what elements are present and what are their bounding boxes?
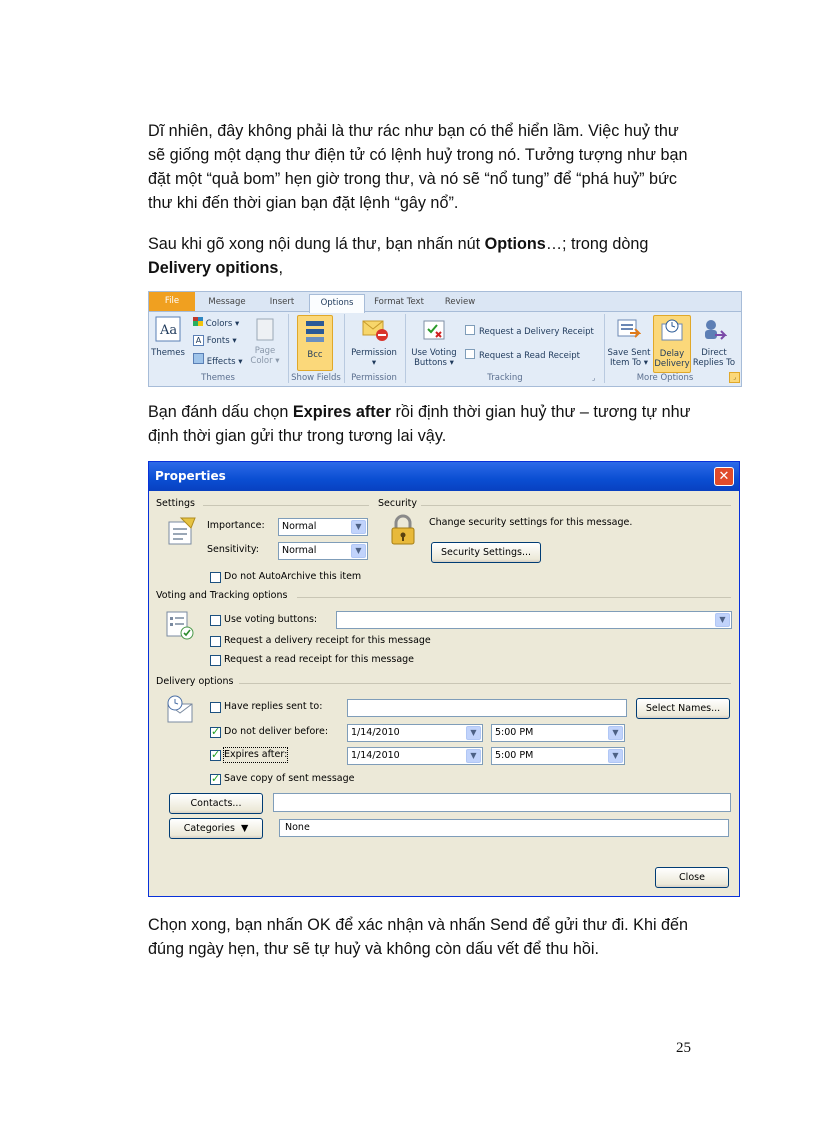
- direct-replies-button[interactable]: [689, 348, 739, 368]
- importance-label: Importance:: [207, 520, 265, 531]
- expires-after-label[interactable]: Expires after:: [224, 749, 288, 760]
- chevron-down-icon[interactable]: ▼: [715, 613, 730, 627]
- voting-tracking-header: Voting and Tracking options: [156, 590, 288, 601]
- delivery-receipt-label[interactable]: Request a delivery receipt for this message: [224, 635, 431, 646]
- importance-select[interactable]: [278, 518, 368, 536]
- importance-value: Normal: [282, 521, 317, 532]
- group-label-tracking: Tracking: [487, 373, 523, 383]
- categories-value: None: [285, 822, 310, 833]
- bold-options: Options: [484, 235, 546, 253]
- bcc-button[interactable]: [297, 315, 333, 371]
- permission-button[interactable]: Permission ▾: [351, 348, 397, 368]
- have-replies-label[interactable]: Have replies sent to:: [224, 701, 323, 712]
- divider: [421, 505, 731, 506]
- group-label-themes: Themes: [201, 373, 235, 383]
- group-label-show-fields: Show Fields: [291, 373, 341, 383]
- have-replies-checkbox[interactable]: [210, 702, 221, 713]
- sensitivity-value: Normal: [282, 545, 317, 556]
- chevron-down-icon[interactable]: ▼: [466, 726, 481, 740]
- close-button[interactable]: Close: [655, 867, 729, 888]
- group-label-more-options: More Options: [636, 373, 694, 383]
- permission-label: Permission: [351, 348, 397, 358]
- request-read-receipt-label: Request a Read Receipt: [479, 351, 580, 361]
- read-receipt-checkbox[interactable]: [465, 349, 475, 359]
- properties-dialog: [148, 461, 740, 897]
- fonts-icon: A: [193, 335, 204, 346]
- settings-document-icon: [167, 516, 197, 546]
- bold-delivery-options: Delivery opitions: [148, 259, 279, 277]
- paragraph-conclusion: Chọn xong, bạn nhấn OK để xác nhận và nhấn Send để gửi thư đi. Khi đến đúng ngày hẹn, thư sẽ tự huỷ và không còn dấu vết để thu hồi.: [148, 916, 689, 958]
- sensitivity-label: Sensitivity:: [207, 544, 259, 555]
- divider: [203, 505, 369, 506]
- chevron-down-icon[interactable]: ▼: [351, 544, 366, 558]
- text-run: Bạn đánh dấu chọn: [148, 403, 293, 421]
- text-run: Sau khi gõ xong nội dung lá thư, bạn nhấn nút: [148, 235, 485, 253]
- paragraph-options-instruction: [148, 232, 696, 280]
- categories-label: Categories: [183, 823, 235, 834]
- use-voting-checkbox[interactable]: [210, 615, 221, 626]
- chevron-down-icon[interactable]: ▼: [608, 749, 623, 763]
- save-sent-item-button[interactable]: Save Sent Item To ▾: [607, 348, 651, 368]
- paragraph-intro: Dĩ nhiên, đây không phải là thư rác như bạn có thể hiển lầm. Việc huỷ thư sẽ giống một dạng thư điện tử có lệnh huỷ trong nó. Tưởng tượng như bạn đặt một “quả bom” hẹn giờ trong thư, và nó sẽ “nổ tung” để “phá huỷ” bức thư khi đến thời gian bạn đặt lệnh “gây nổ”.: [148, 122, 688, 212]
- tab-format-text[interactable]: Format Text: [374, 297, 424, 307]
- request-delivery-receipt-option[interactable]: [465, 325, 594, 338]
- colors-icon: [193, 317, 203, 326]
- bcc-label: Bcc: [307, 350, 323, 360]
- delay-delivery-icon: [660, 318, 684, 344]
- expires-time-select[interactable]: [491, 747, 625, 765]
- delivery-clock-icon: [165, 694, 195, 724]
- page-color-label-2: Color: [250, 356, 273, 366]
- direct-label-1: Direct: [701, 348, 727, 358]
- replies-to-input[interactable]: [347, 699, 627, 717]
- save-copy-label[interactable]: Save copy of sent message: [224, 773, 355, 784]
- text-run: ,: [278, 259, 283, 277]
- tab-options[interactable]: Options: [309, 294, 365, 313]
- security-settings-button[interactable]: Security Settings...: [431, 542, 541, 563]
- tab-review[interactable]: Review: [444, 297, 476, 307]
- direct-replies-icon[interactable]: [701, 317, 727, 343]
- voting-tracking-icon: [165, 609, 195, 641]
- deliver-time-value: 5:00 PM: [495, 727, 534, 738]
- save-sent-item-icon[interactable]: [615, 317, 641, 343]
- voting-buttons-icon[interactable]: [421, 317, 447, 343]
- expires-after-checkbox[interactable]: [210, 750, 221, 761]
- bold-expires-after: Expires after: [292, 403, 391, 421]
- expires-time-value: 5:00 PM: [495, 750, 534, 761]
- fonts-label: Fonts: [206, 336, 230, 346]
- voting-buttons-select[interactable]: [336, 611, 732, 629]
- use-voting-label-2: Buttons: [414, 358, 447, 368]
- deliver-time-select[interactable]: [491, 724, 625, 742]
- text-run: …; trong dòng: [545, 235, 649, 253]
- effects-icon: [193, 353, 204, 364]
- effects-button[interactable]: Effects ▾: [193, 353, 243, 368]
- tab-insert[interactable]: Insert: [269, 297, 295, 307]
- save-copy-checkbox[interactable]: [210, 774, 221, 785]
- chevron-down-icon[interactable]: ▼: [466, 749, 481, 763]
- dialog-launcher-icon[interactable]: ⌟: [592, 374, 596, 382]
- use-voting-label-1: Use Voting: [411, 348, 457, 358]
- outlook-ribbon: [148, 291, 742, 387]
- text-run: rồi định thời gian huỷ thư – tương tự như định thời gian gửi thư trong tương lai vậy.: [148, 403, 691, 445]
- delay-label-2: Delivery: [654, 359, 690, 369]
- delivery-receipt-checkbox[interactable]: [210, 636, 221, 647]
- fonts-button[interactable]: A Fonts ▾: [193, 335, 237, 347]
- tab-file[interactable]: File: [149, 292, 195, 311]
- select-names-button[interactable]: Select Names...: [636, 698, 730, 719]
- expires-date-select[interactable]: [347, 747, 483, 765]
- no-autoarchive-checkbox[interactable]: [210, 572, 221, 583]
- delivery-receipt-checkbox[interactable]: [465, 325, 475, 335]
- group-separator: [405, 314, 406, 383]
- delay-delivery-label: [654, 349, 690, 369]
- security-header: Security: [378, 498, 418, 509]
- request-read-receipt-option[interactable]: [465, 349, 580, 362]
- settings-header: Settings: [156, 498, 195, 509]
- chevron-down-icon: ▼: [240, 823, 249, 834]
- delay-delivery-button[interactable]: [653, 315, 691, 373]
- save-sent-label-1: Save Sent: [607, 348, 651, 358]
- read-receipt-label[interactable]: Request a read receipt for this message: [224, 654, 415, 665]
- page-number: 25: [676, 1040, 691, 1056]
- save-sent-label-2: Item To: [610, 358, 642, 368]
- contacts-button[interactable]: Contacts...: [169, 793, 263, 814]
- effects-label: Effects: [206, 357, 236, 367]
- colors-button[interactable]: Colors ▾: [193, 317, 239, 330]
- tab-message[interactable]: Message: [208, 297, 246, 307]
- dialog-title-bar[interactable]: [149, 462, 739, 491]
- categories-button[interactable]: [169, 818, 263, 839]
- use-voting-label[interactable]: Use voting buttons:: [224, 614, 318, 625]
- do-not-deliver-label[interactable]: Do not deliver before:: [224, 726, 329, 737]
- lock-icon: [389, 514, 417, 546]
- deliver-date-value: 1/14/2010: [351, 727, 400, 738]
- permission-icon[interactable]: [361, 317, 389, 343]
- paragraph-expires-instruction: [148, 400, 696, 448]
- do-not-deliver-checkbox[interactable]: [210, 727, 221, 738]
- group-label-permission: Permission: [351, 373, 397, 383]
- no-autoarchive-label[interactable]: Do not AutoArchive this item: [224, 571, 362, 582]
- dialog-launcher-icon[interactable]: ⌟: [729, 372, 740, 383]
- svg-text:Aa: Aa: [160, 323, 178, 338]
- divider: [239, 683, 731, 684]
- security-description: Change security settings for this message.: [429, 517, 633, 528]
- categories-input[interactable]: [279, 819, 729, 837]
- request-delivery-receipt-label: Request a Delivery Receipt: [479, 327, 594, 337]
- read-receipt-checkbox[interactable]: [210, 655, 221, 666]
- sensitivity-select[interactable]: [278, 542, 368, 560]
- bcc-icon: [304, 319, 326, 345]
- delivery-options-header: Delivery options: [156, 676, 234, 687]
- page-color-icon: [255, 318, 275, 342]
- page-color-label-1: Page: [254, 346, 276, 356]
- deliver-date-select[interactable]: [347, 724, 483, 742]
- chevron-down-icon[interactable]: ▼: [351, 520, 366, 534]
- use-voting-buttons-button[interactable]: Use Voting Buttons ▾: [411, 348, 457, 368]
- direct-label-2: Replies To: [692, 358, 736, 368]
- divider: [297, 597, 731, 598]
- dialog-title: Properties: [155, 469, 226, 483]
- close-icon[interactable]: ✕: [714, 467, 734, 486]
- ribbon-tab-bar: [149, 292, 741, 312]
- page-color-button: Page Color ▾: [250, 346, 280, 366]
- themes-icon[interactable]: [155, 316, 181, 342]
- delay-label-1: Delay: [659, 349, 685, 359]
- themes-button-label[interactable]: Themes: [151, 348, 185, 358]
- colors-label: Colors: [205, 319, 233, 329]
- chevron-down-icon[interactable]: ▼: [608, 726, 623, 740]
- expires-date-value: 1/14/2010: [351, 750, 400, 761]
- contacts-input[interactable]: [273, 793, 731, 812]
